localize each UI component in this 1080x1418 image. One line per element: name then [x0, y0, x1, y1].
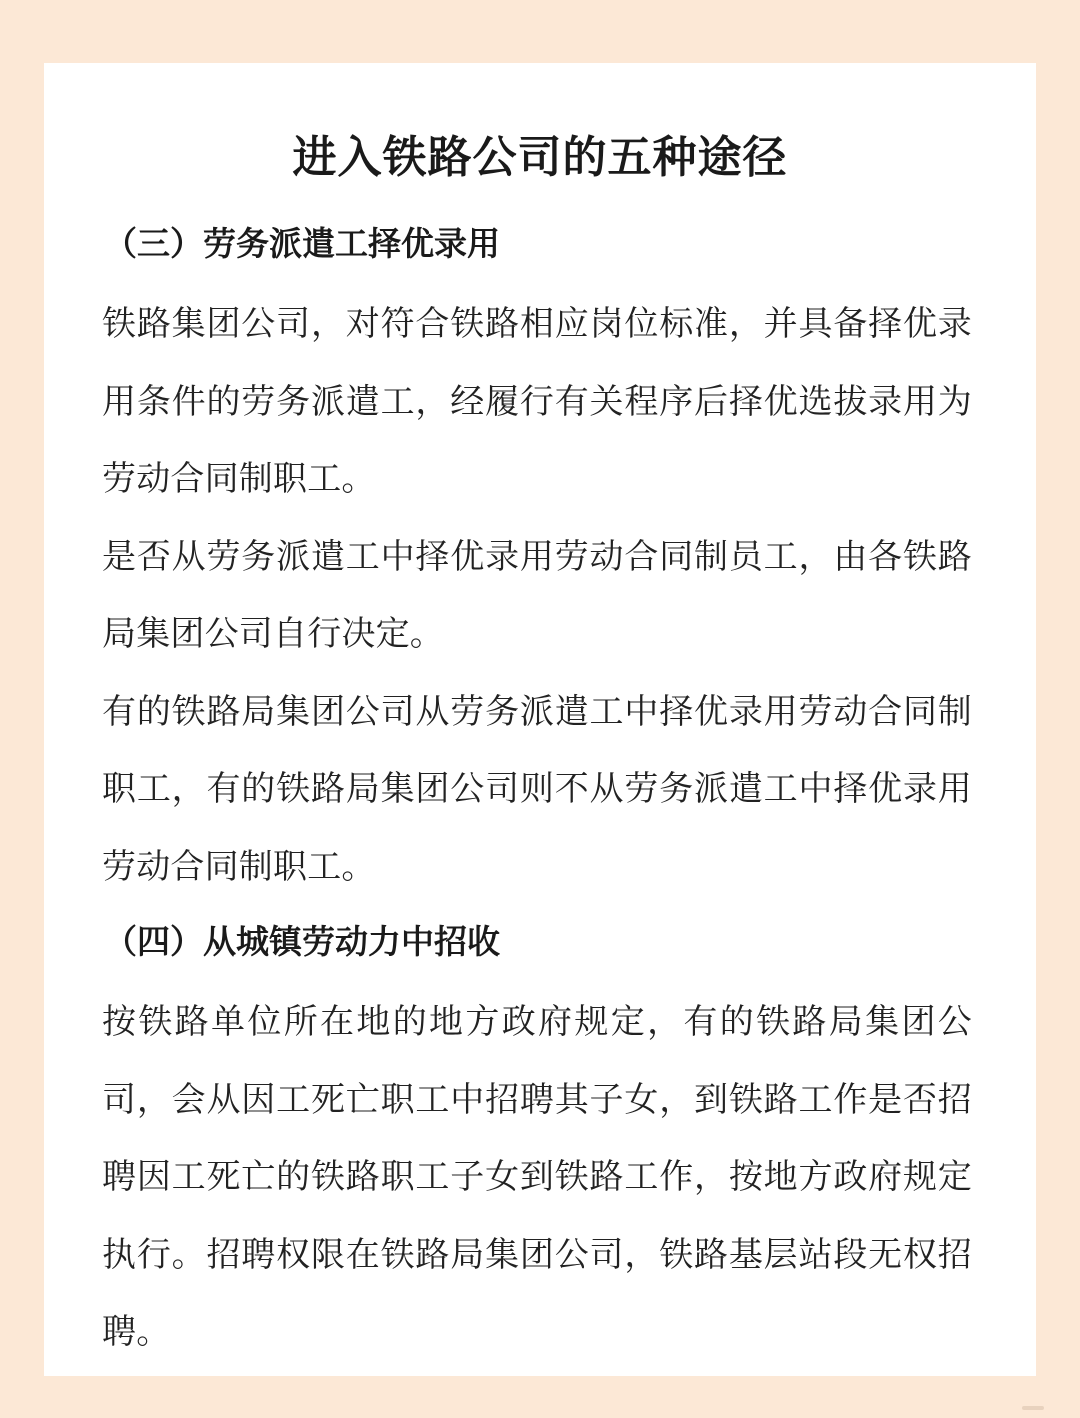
content-card — [44, 63, 1036, 1376]
watermark-icon — [1022, 1404, 1044, 1412]
paragraph: 有的铁路局集团公司从劳务派遣工中择优录用劳动合同制职工，有的铁路局集团公司则不从劳务派遣工中择优录用劳动合同制职工。 — [102, 691, 972, 887]
page-title: 进入铁路公司的五种途径 — [292, 132, 788, 183]
section-divider — [102, 906, 972, 914]
section-heading: （四）从城镇劳动力中招收 — [104, 922, 500, 961]
section-heading: （三）劳务派遣工择优录用 — [104, 224, 500, 263]
paragraph: 按铁路单位所在地的地方政府规定，有的铁路局集团公司，会从因工死亡职工中招聘其子女，到铁路工作是否招聘因工死亡的铁路职工子女到铁路工作，按地方政府规定执行。招聘权限在铁路局集团公司，铁路基层站段无权招聘。 — [102, 1002, 972, 1352]
paragraph: 是否从劳务派遣工中择优录用劳动合同制员工，由各铁路局集团公司自行决定。 — [102, 536, 972, 654]
section-four — [102, 914, 972, 1372]
article-body — [102, 216, 972, 1372]
section-three — [102, 216, 972, 906]
paragraph: 铁路集团公司，对符合铁路相应岗位标准，并具备择优录用条件的劳务派遣工，经履行有关程序后择优选拔录用为劳动合同制职工。 — [102, 304, 972, 499]
